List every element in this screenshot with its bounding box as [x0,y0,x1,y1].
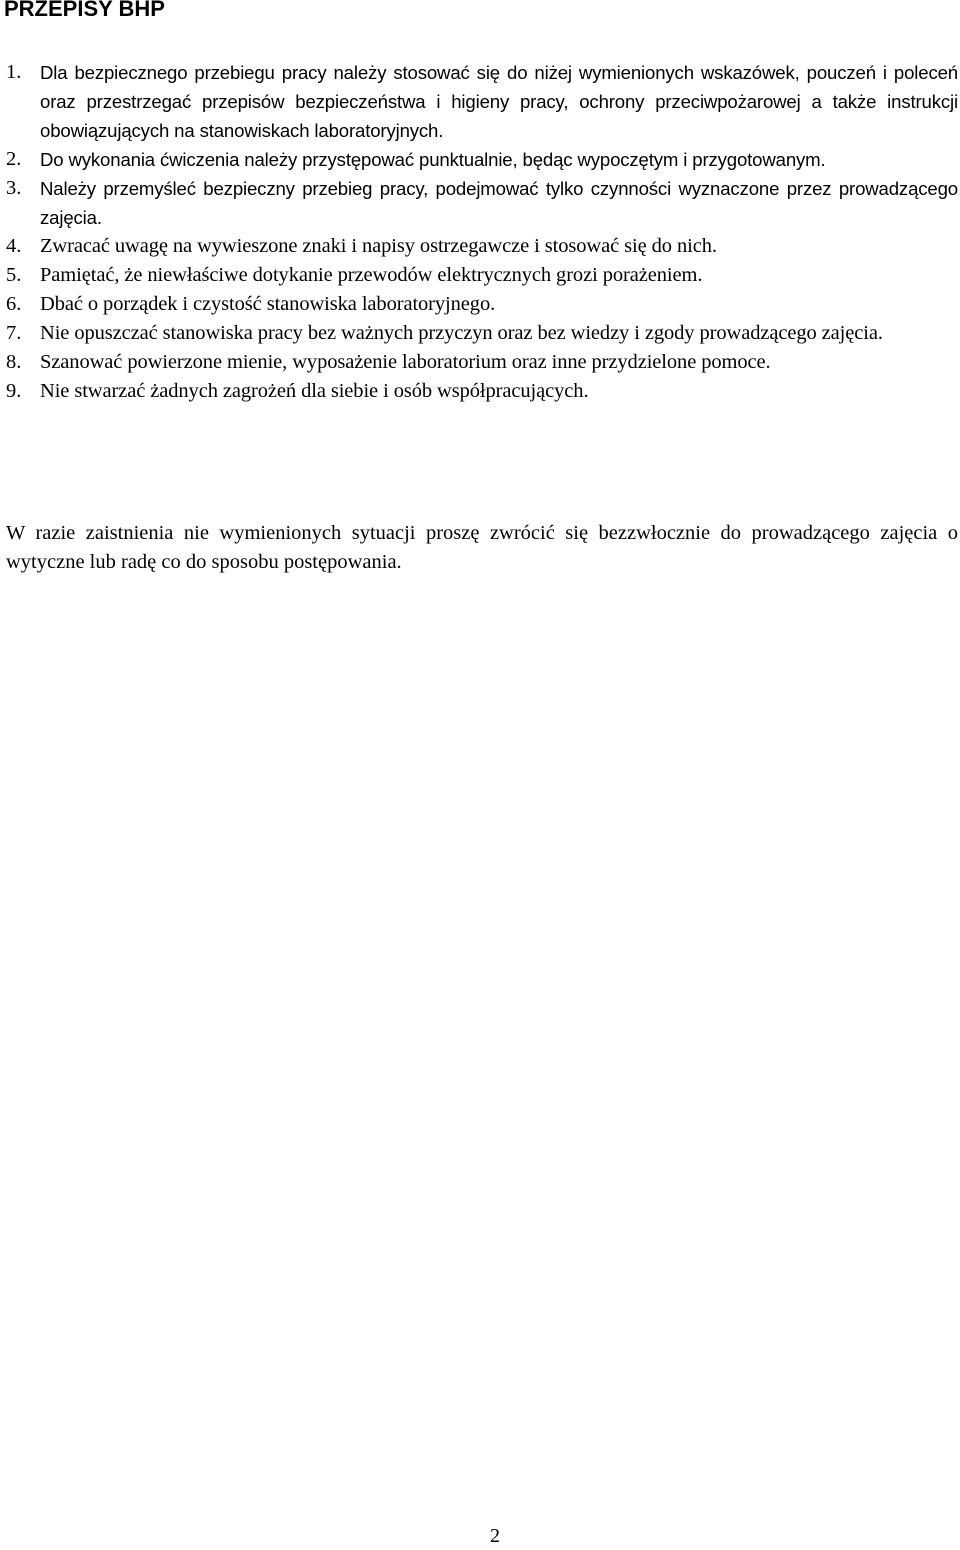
rule-number: 6. [6,293,22,315]
rule-text: Nie opuszczać stanowiska pracy bez ważnych przyczyn oraz bez wiedzy i zgody prowadzącego zajęcia. [40,322,883,344]
rule-text: Dla bezpiecznego przebiegu pracy należy stosować się do niżej wymienionych wskazówek, pouczeń i poleceń oraz przestrzegać przepisów bezpieczeństwa i higieny pracy, ochrony przeciwpożarowej a także instrukcji obowiązujących na stanowiskach laboratoryjnych. [40,62,958,141]
rule-item-2 [6,145,958,174]
rule-number: 4. [6,235,22,257]
rule-item-7 [6,319,958,348]
rule-number: 8. [6,351,22,373]
rule-item-9 [6,377,958,406]
rule-text: Szanować powierzone mienie, wyposażenie laboratorium oraz inne przydzielone pomoce. [40,351,771,373]
page-title: PRZEPISY BHP [4,0,165,21]
rule-number: 1. [6,61,22,83]
rule-number: 2. [6,148,22,170]
closing-paragraph: W razie zaistnienia nie wymienionych sytuacji proszę zwrócić się bezzwłocznie do prowadzącego zajęcia o wytyczne lub radę co do sposobu postępowania. [6,522,958,573]
page-number: 2 [490,1525,500,1547]
rule-item-4 [6,232,958,261]
rule-text: Do wykonania ćwiczenia należy przystępować punktualnie, będąc wypoczętym i przygotowanym. [40,149,826,170]
rule-item-1 [6,58,958,145]
rule-number: 9. [6,380,22,402]
rule-item-3 [6,174,958,232]
rule-text: Należy przemyśleć bezpieczny przebieg pracy, podejmować tylko czynności wyznaczone przez prowadzącego zajęcia. [40,178,958,228]
rules-list [6,58,958,406]
rule-text: Dbać o porządek i czystość stanowiska laboratoryjnego. [40,293,496,315]
rule-number: 5. [6,264,22,286]
rule-item-5 [6,261,958,290]
rule-text: Zwracać uwagę na wywieszone znaki i napisy ostrzegawcze i stosować się do nich. [40,235,717,257]
rule-number: 7. [6,322,22,344]
rule-item-6 [6,290,958,319]
rule-item-8 [6,348,958,377]
rule-text: Pamiętać, że niewłaściwe dotykanie przewodów elektrycznych grozi porażeniem. [40,264,703,286]
rule-text: Nie stwarzać żadnych zagrożeń dla siebie i osób współpracujących. [40,380,589,402]
rule-number: 3. [6,177,22,199]
